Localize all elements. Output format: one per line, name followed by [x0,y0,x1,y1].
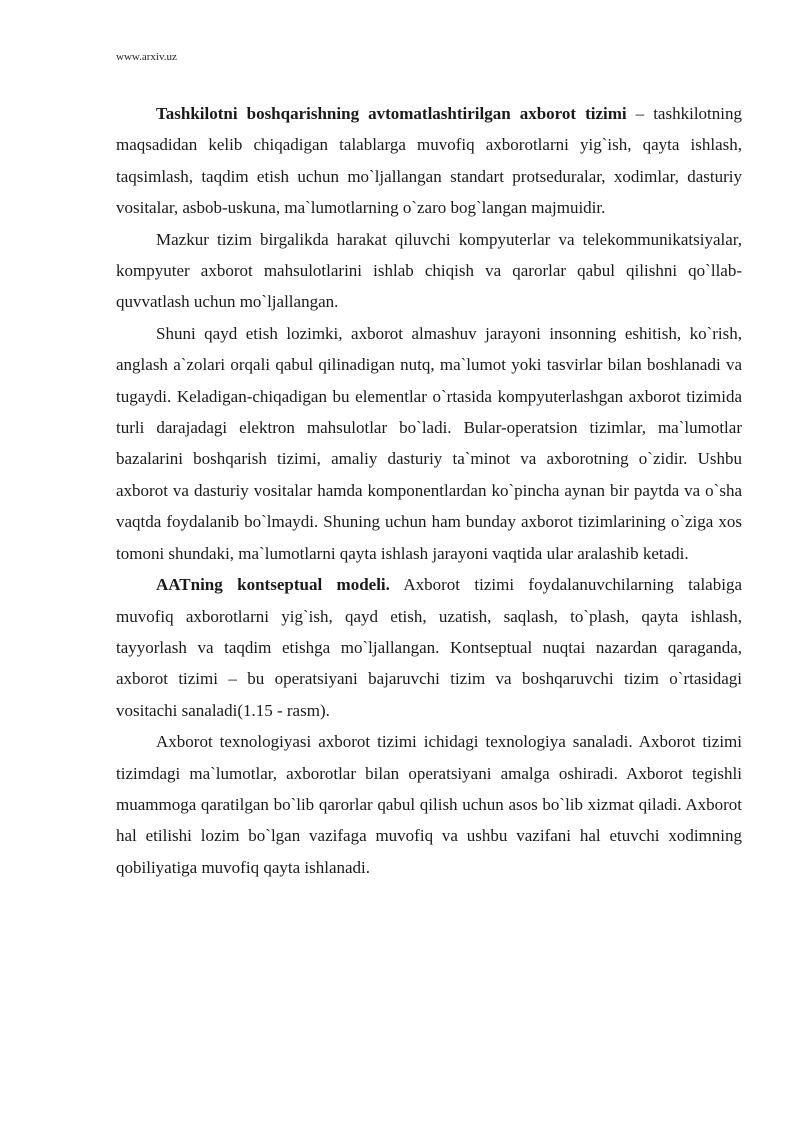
paragraph-1-text: – tashkilotning maqsadidan kelib chiqadigan talablarga muvofiq axborotlarni yig`ish, qayta ishlash, taqsimlash, taqdim etish uchun mo`ljallangan standart protseduralar, xodimlar, dasturiy vositalar, asbob-uskuna, ma`lumotlarning o`zaro bog`langan majmuidir. [116,104,742,218]
header-url: www.arxiv.uz [116,51,177,63]
paragraph-5-text: Axborot texnologiyasi axborot tizimi ichidagi texnologiya sanaladi. Axborot tizimi tizimdagi ma`lumotlar, axborotlar bilan operatsiyani amalga oshiradi. Axborot tegishli muammoga qaratilgan bo`lib qarorlar qabul qilish uchun asos bo`lib xizmat qiladi. Axborot hal etilishi lozim bo`lgan vazifaga muvofiq va ushbu vazifani hal etuvchi xodimning qobiliyatiga muvofiq qayta ishlanadi. [116,732,742,877]
paragraph-3-text: Shuni qayd etish lozimki, axborot almashuv jarayoni insonning eshitish, ko`rish, anglash a`zolari orqali qabul qilinadigan nutq, ma`lumot yoki tasvirlar bilan boshlanadi va tugaydi. Keladigan-chiqadigan bu elementlar o`rtasida kompyuterlashgan axborot tizimida turli darajadagi elektron mahsulotlar bo`ladi. Bular-operatsion tizimlar, ma`lumotlar bazalarini boshqarish tizimi, amaliy dasturiy ta`minot va axborotning o`zidir. Ushbu axborot va dasturiy vositalar hamda komponentlardan ko`pincha aynan bir paytda va o`sha vaqtda foydalanib bo`lmaydi. Shuning uchun ham bunday axborot tizimlarining o`ziga xos tomoni shundaki, ma`lumotlarni qayta ishlash jarayoni vaqtida ular aralashib ketadi. [116,323,742,563]
paragraph-1 [116,98,742,224]
paragraph-2 [116,224,742,318]
paragraph-3 [116,318,742,569]
paragraph-4-lead: AATning kontseptual modeli. [156,575,390,595]
paragraph-4 [116,569,742,726]
document-body [116,98,742,883]
paragraph-2-text: Mazkur tizim birgalikda harakat qiluvchi kompyuterlar va telekommunikatsiyalar, kompyuter axborot mahsulotlarini ishlab chiqish va qarorlar qabul qilishni qo`llab-quvvatlash uchun mo`ljallangan. [116,229,742,312]
paragraph-1-lead: Tashkilotni boshqarishning avtomatlashtirilgan axborot tizimi [156,104,627,123]
paragraph-5 [116,726,742,883]
paragraph-4-text: Axborot tizimi foydalanuvchilarning talabiga muvofiq axborotlarni yig`ish, qayd etish, uzatish, saqlash, to`plash, qayta ishlash, tayyorlash va taqdim etishga mo`ljallangan. Kontseptual nuqtai nazardan qaraganda, axborot tizimi – bu operatsiyani bajaruvchi tizim va boshqaruvchi tizim o`rtasidagi vositachi sanaladi(1.15 - rasm). [116,575,742,720]
